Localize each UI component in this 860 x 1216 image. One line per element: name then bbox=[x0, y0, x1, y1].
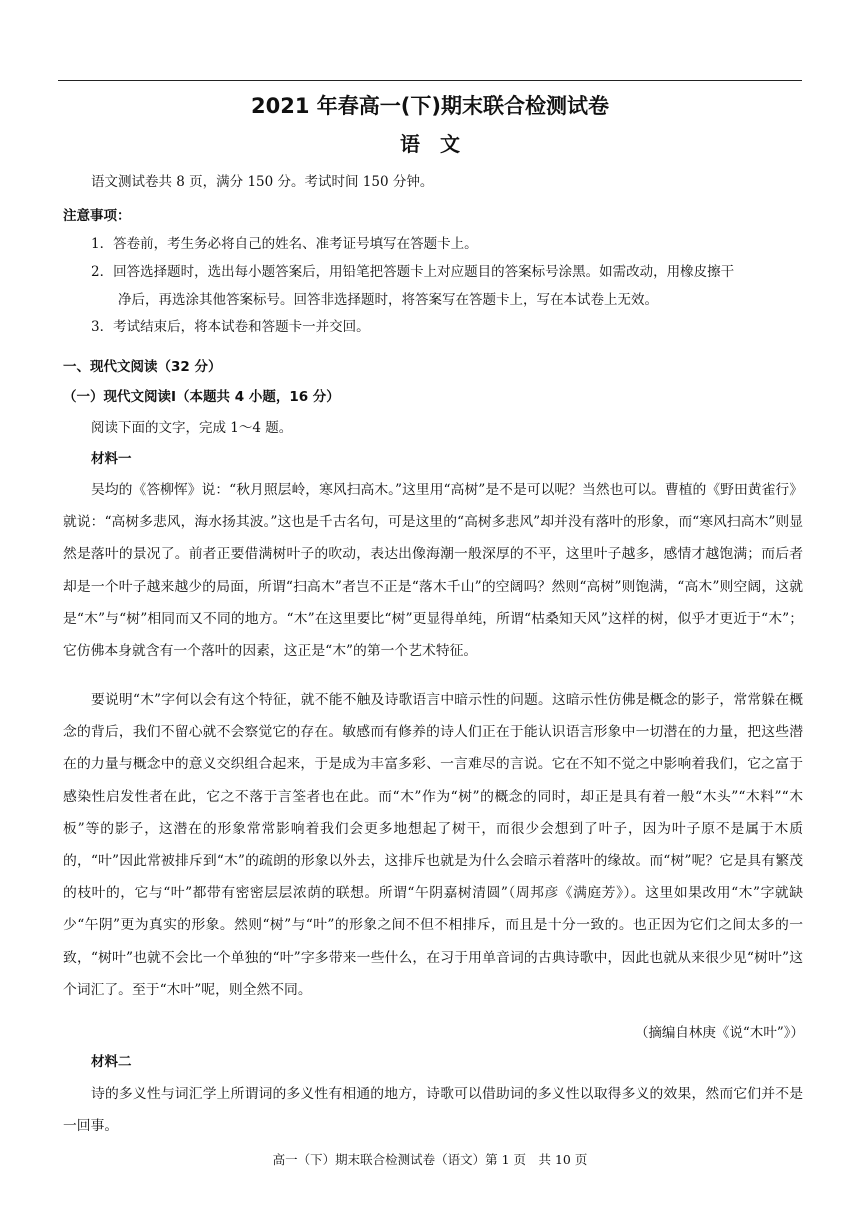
exam-title: 2021 年春高一(下)期末联合检测试卷 bbox=[251, 94, 609, 118]
notice-item-3: 3．考试结束后，将本试卷和答题卡一并交回。 bbox=[91, 319, 370, 335]
material-1-label: 材料一 bbox=[91, 451, 132, 467]
material-2-paragraph-1: 诗的多义性与词汇学上所谓词的多义性有相通的地方，诗歌可以借助词的多义性以取得多义的效果，然而它们并不是一回事。 bbox=[63, 1086, 803, 1135]
material-1-paragraph-1: 吴均的《答柳恽》说：“秋月照层岭，寒风扫高木。”这里用“高树”是不是可以呢？当然也可以。曹植的《野田黄雀行》就说：“高树多悲风，海水扬其波。”这也是千古名句，可是这里的“高树多悲风”却并没有落叶的形象，而“寒风扫高木”则显然是落叶的景况了。前者正要借满树叶子的吹动，表达出像海潮一般深厚的不平，这里叶子越多，感情才越饱满；而后者却是一个叶子越来越少的局面，所谓“扫高木”者岂不正是“落木千山”的空阔吗？然则“高树”则饱满，“高木”则空阔，这就是“木”与“树”相同而又不同的地方。“木”在这里要比“树”更显得单纯，所谓“枯桑知天风”这样的树，似乎才更近于“木”；它仿佛本身就含有一个落叶的因素，这正是“木”的第一个艺术特征。 bbox=[63, 482, 803, 660]
notice-heading: 注意事项： bbox=[63, 208, 131, 224]
intro-line: 语文测试卷共 8 页，满分 150 分。考试时间 150 分钟。 bbox=[91, 174, 434, 190]
material-1-paragraph-2: 要说明“木”字何以会有这个特征，就不能不触及诗歌语言中暗示性的问题。这暗示性仿佛是概念的影子，常常躲在概念的背后，我们不留心就不会察觉它的存在。敏感而有修养的诗人们正在于能认识语言形象中一切潜在的力量，把这些潜在的力量与概念中的意义交织组合起来，于是成为丰富多彩、一言难尽的言说。它在不知不觉之中影响着我们，它之富于感染性启发性者在此，它之不落于言筌者也在此。而“木”作为“树”的概念的同时，却正是具有着一般“木头”“木料”“木板”等的影子，这潜在的形象常常影响着我们会更多地想起了树干，而很少会想到了叶子，因为叶子原不是属于木质的，“叶”因此常被排斥到“木”的疏朗的形象以外去，这排斥也就是为什么会暗示着落叶的缘故。而“树”呢？它是具有繁茂的枝叶的，它与“叶”都带有密密层层浓荫的联想。所谓“午阴嘉树清圆”（周邦彦《满庭芳》）。这里如果改用“木”字就缺少“午阴”更为真实的形象。然则“树”与“叶”的形象之间不但不相排斥，而且是十分一致的。也正因为它们之间太多的一致，“树叶”也就不会比一个单独的“叶”字多带来一些什么，在习于用单音词的古典诗歌中，因此也就从来很少见“树叶”这个词汇了。至于“木叶”呢，则全然不同。 bbox=[63, 692, 803, 998]
notice-item-1: 1．答卷前，考生务必将自己的姓名、准考证号填写在答题卡上。 bbox=[91, 236, 478, 252]
instruction: 阅读下面的文字，完成 1～4 题。 bbox=[91, 420, 293, 436]
top-rule bbox=[58, 80, 802, 81]
section-heading: 一、现代文阅读（32 分） bbox=[63, 359, 222, 375]
notice-item-2-cont: 净后，再选涂其他答案标号。回答非选择题时，将答案写在答题卡上，写在本试卷上无效。 bbox=[118, 292, 658, 308]
source-citation: （摘编自林庚《说“木叶”》） bbox=[634, 1025, 804, 1041]
subsection-heading: （一）现代文阅读Ⅰ（本题共 4 小题，16 分） bbox=[63, 389, 340, 405]
subject-title: 语文 bbox=[400, 132, 480, 156]
notice-item-2: 2．回答选择题时，选出每小题答案后，用铅笔把答题卡上对应题目的答案标号涂黑。如需改动，用橡皮擦干 bbox=[91, 264, 735, 280]
page-footer: 高一（下）期末联合检测试卷（语文）第 1 页 共 10 页 bbox=[272, 1152, 588, 1167]
material-2-label: 材料二 bbox=[91, 1054, 132, 1070]
